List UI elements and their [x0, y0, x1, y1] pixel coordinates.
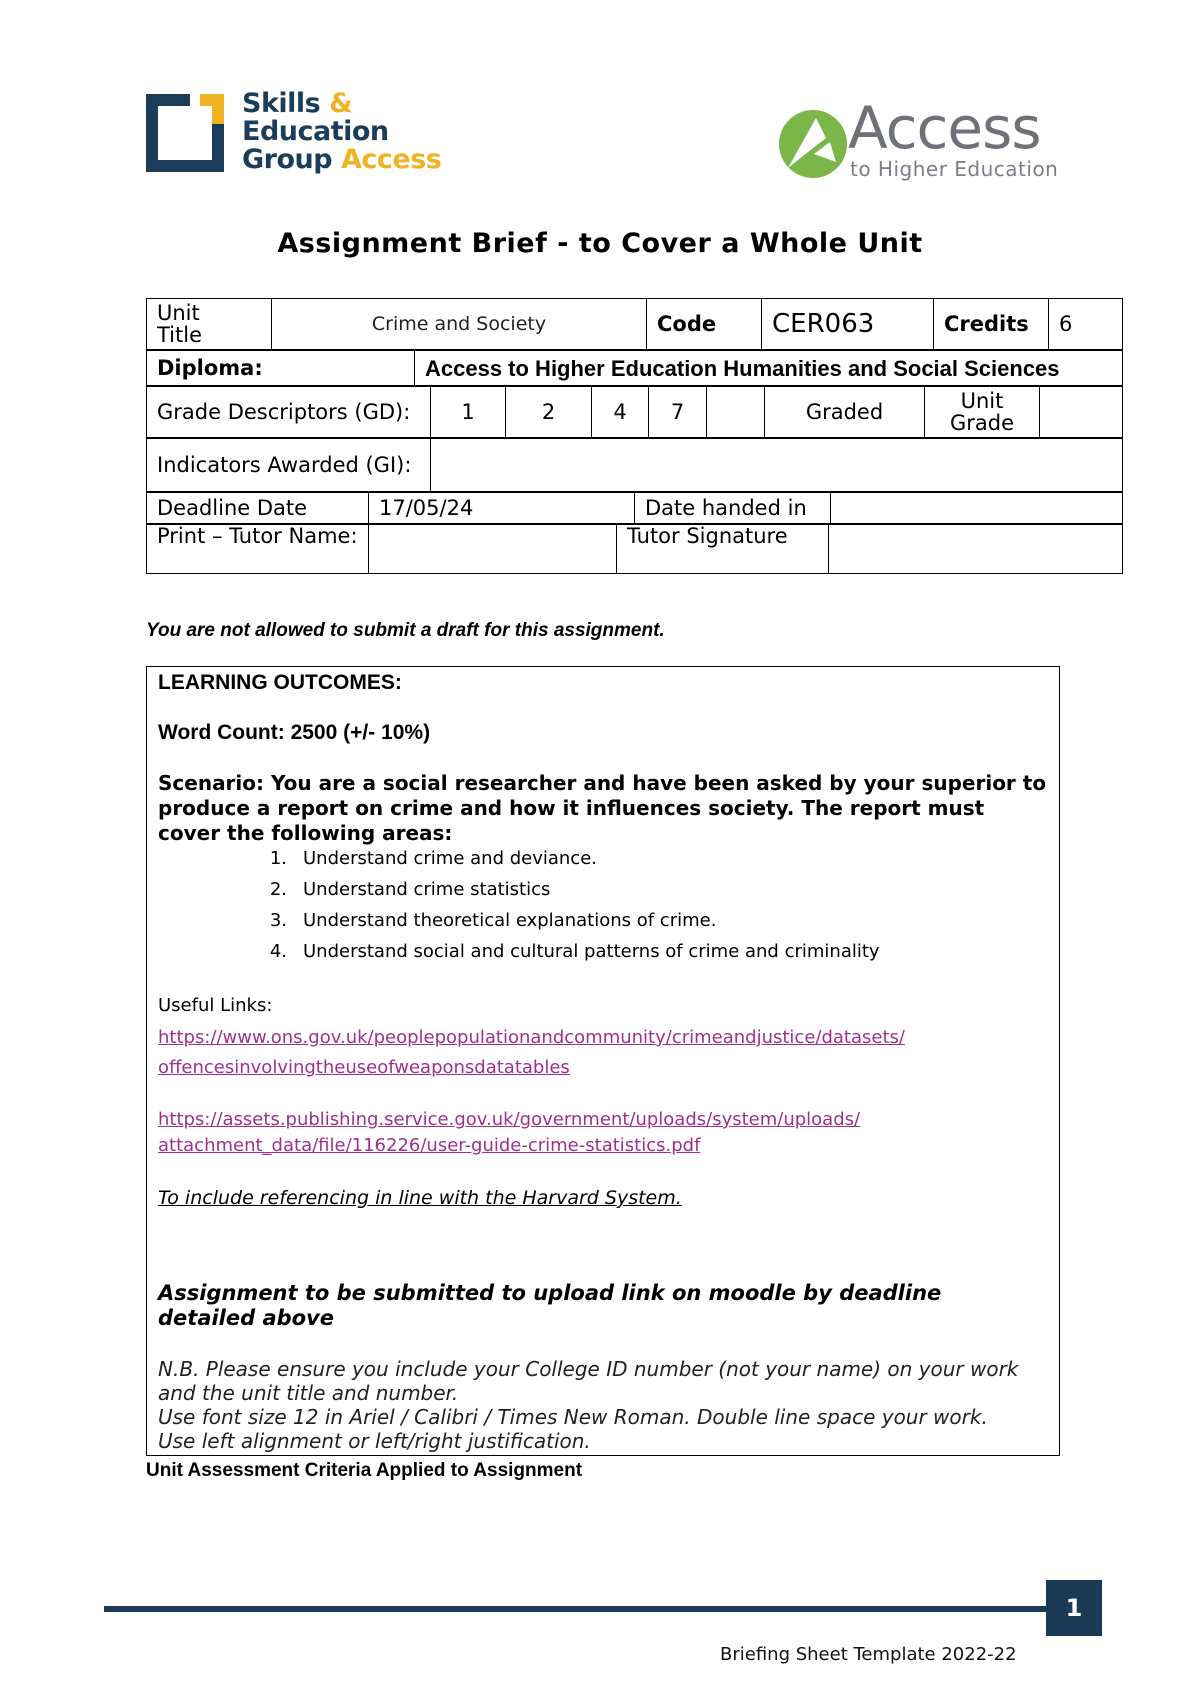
- indicators-row: [146, 438, 1123, 492]
- deadline-value: 17/05/24: [369, 493, 635, 524]
- word-count: Word Count: 2500 (+/- 10%): [158, 721, 431, 744]
- ons-link[interactable]: https://www.ons.gov.uk/peoplepopulationandcommunity/crimeandjustice/datasets/: [158, 1027, 905, 1048]
- diploma-label: Diploma:: [147, 351, 415, 386]
- nb-note: N.B. Please ensure you include your College ID number (not your name) on your work and the unit title and number.: [158, 1357, 1019, 1405]
- unit-row: [146, 298, 1123, 350]
- assessment-criteria-heading: Unit Assessment Criteria Applied to Assignment: [146, 1460, 583, 1481]
- unit-title-label: Unit Title: [147, 299, 272, 350]
- gd-value: 1: [431, 387, 506, 438]
- grade-descriptors-row: [146, 386, 1123, 438]
- useful-links-label: Useful Links:: [158, 995, 273, 1016]
- document-title: Assignment Brief - to Cover a Whole Unit: [277, 228, 923, 259]
- code-label: Code: [647, 299, 762, 350]
- footer-template-label: Briefing Sheet Template 2022-22: [720, 1644, 1017, 1665]
- gd-value: [707, 387, 765, 438]
- gov-guide-link-continued[interactable]: attachment_data/file/116226/user-guide-crime-statistics.pdf: [158, 1135, 701, 1156]
- tutor-signature-value: [829, 525, 1123, 574]
- page-number: 1: [1046, 1580, 1102, 1636]
- deadline-row: [146, 492, 1123, 524]
- nb-notes: [158, 1357, 1053, 1453]
- diploma-value: Access to Higher Education Humanities and Social Sciences: [415, 351, 1123, 386]
- gi-value: [431, 439, 1123, 492]
- unit-grade-label: Unit Grade: [925, 387, 1040, 438]
- unit-grade-value: [1040, 387, 1123, 438]
- tutor-name-label: Print – Tutor Name:: [147, 525, 369, 574]
- tutor-row: [146, 524, 1123, 574]
- unit-title-value: Crime and Society: [272, 299, 647, 350]
- credits-value: 6: [1049, 299, 1123, 350]
- sega-logo-text: Skills & Education Group Access: [242, 88, 442, 175]
- ons-link-continued[interactable]: offencesinvolvingtheuseofweaponsdatatables: [158, 1057, 570, 1078]
- code-value: CER063: [762, 299, 934, 350]
- scenario-text: Scenario: You are a social researcher and have been asked by your superior to produce a report on crime and how it influences society. The report must cover the following areas:: [158, 771, 1047, 845]
- access-logo-word: Access: [848, 94, 1041, 162]
- submission-instruction: Assignment to be submitted to upload link on moodle by deadline detailed above: [158, 1281, 942, 1330]
- nb-note: Use left alignment or left/right justification.: [158, 1429, 591, 1453]
- learning-outcomes-heading: LEARNING OUTCOMES:: [158, 671, 402, 694]
- gov-guide-link[interactable]: https://assets.publishing.service.gov.uk/government/uploads/system/uploads/: [158, 1109, 861, 1130]
- access-logo-mark-icon: [778, 108, 848, 180]
- sega-logo-mark-icon: [146, 94, 224, 172]
- gd-value: 4: [592, 387, 649, 438]
- diploma-row: [146, 350, 1123, 386]
- graded-label: Graded: [765, 387, 925, 438]
- tutor-name-value: [369, 525, 617, 574]
- gd-label: Grade Descriptors (GD):: [147, 387, 431, 438]
- nb-note: Use font size 12 in Ariel / Calibri / Times New Roman. Double line space your work.: [158, 1405, 988, 1429]
- footer-rule: [104, 1606, 1050, 1612]
- tutor-signature-label: Tutor Signature: [617, 525, 829, 574]
- learning-outcomes-box: LEARNING OUTCOMES: Word Count: 2500 (+/- 10%) Scenario: You are a social researcher and have been asked by your superior to produce a report on crime and how it influences society. The report must cover the following areas: 1. Understand crime and deviance. 2. Understand crime statistics 3. Understand theoretical explanations of crime. 4. Understand social and cultural patterns of crime and criminality Useful Links: https://www.ons.gov.uk/peoplepopulationandcommunity/crimeandjustice/datasets/ offencesinvolvingtheuseofweaponsdatatables https://assets.publishing.service.gov.uk/government/uploads/system/uploads/ attachment_data/file/116226/user-guide-crime-statistics.pdf To include referencing in line with the Harvard System. Assignment to be submitted to upload link on moodle by deadline detailed above N.B. Please ensure you include your College ID number (not your name) on your work and the unit title and number. Use font size 12 in Ariel / Calibri / Times New Roman. Double line space your work. Use left alignment or left/right justification.: [146, 666, 1060, 1456]
- deadline-label: Deadline Date: [147, 493, 369, 524]
- credits-label: Credits: [934, 299, 1049, 350]
- gd-value: 7: [649, 387, 707, 438]
- date-handed-value: [831, 493, 1123, 524]
- gd-value: 2: [506, 387, 592, 438]
- harvard-referencing-note: To include referencing in line with the Harvard System.: [158, 1187, 682, 1209]
- access-logo-subtitle: to Higher Education: [850, 157, 1059, 181]
- gi-label: Indicators Awarded (GI):: [147, 439, 431, 492]
- date-handed-label: Date handed in: [635, 493, 831, 524]
- no-draft-notice: You are not allowed to submit a draft for this assignment.: [146, 620, 665, 641]
